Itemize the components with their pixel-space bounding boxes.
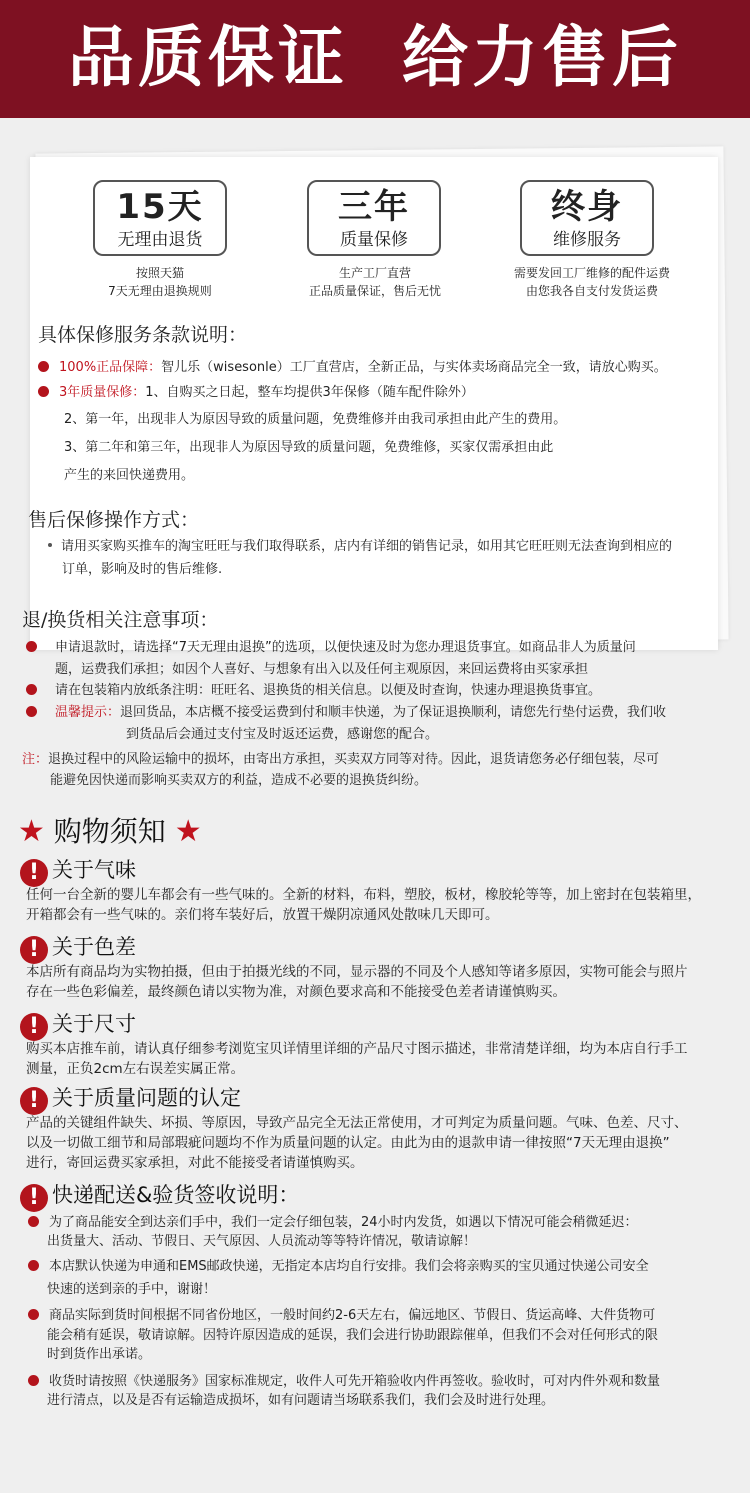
color-title: 关于色差 (52, 935, 136, 959)
express-item-courier (28, 1257, 649, 1277)
express-item-packing (28, 1213, 638, 1233)
bullet-icon (28, 1260, 39, 1271)
exclamation-icon: ! (20, 936, 48, 964)
shopping-title-text: 购物须知 (44, 815, 175, 848)
returns-text: 申请退款时，请选择“7天无理由退换”的选项，以便快速及时为您办理退货事宜。如商品非人为质量问 (55, 640, 636, 655)
star-icon: ★ (18, 814, 45, 849)
returns-label: 温馨提示： (55, 705, 121, 720)
bullet-icon (38, 386, 49, 397)
badge-big-text: 终身 (551, 187, 623, 227)
bullet-icon (28, 1309, 39, 1320)
quality-line: 以及一切做工细节和局部瑕疵问题均不作为质量问题的认定。由此为由的退款申请一律按照“7天无理由退换” (26, 1135, 670, 1151)
badge-note (472, 264, 712, 300)
bullet-icon (48, 543, 52, 547)
warranty-label: 100%正品保障： (59, 360, 162, 375)
badge-lifetime (520, 180, 654, 256)
star-icon: ★ (174, 814, 202, 849)
express-item-delivery (28, 1306, 655, 1326)
badge-note-line: 7天无理由退换规则 (108, 284, 212, 298)
shopping-notice-title (18, 812, 202, 852)
express-text: 为了商品能安全到达亲们手中，我们一定会仔细包装，24小时内发货，如遇以下情况可能会稍微延迟： (49, 1215, 638, 1230)
quality-line: 产品的关键组件缺失、坏损、等原因，导致产品完全无法正常使用，才可判定为质量问题。气味、色差、尺寸、 (26, 1115, 688, 1131)
quality-text (26, 1113, 741, 1173)
badge-small-text: 维修服务 (553, 230, 621, 250)
odor-text (26, 885, 741, 925)
odor-title: 关于气味 (52, 858, 136, 882)
badge-small-text: 质量保修 (340, 230, 408, 250)
returns-item-refund-cont: 题，运费我们承担；如因个人喜好、与想象有出入以及任何主观原因，来回运费将由买家承担 (55, 662, 589, 677)
bullet-icon (28, 1216, 39, 1227)
express-text: 本店默认快递为申通和EMS邮政快递，无指定本店均自行安排。我们会将亲购买的宝贝通过快递公司安全 (49, 1259, 649, 1274)
badge-note (40, 264, 280, 300)
warranty-item-genuine (38, 358, 667, 378)
bullet-icon (38, 361, 49, 372)
badge-big-text: 三年 (338, 187, 410, 227)
bullet-icon (26, 706, 37, 717)
exclamation-icon: ! (20, 1184, 48, 1212)
quality-line: 进行，寄回运费买家承担，对此不能接受者请谨慎购买。 (26, 1155, 364, 1171)
returns-note-label: 注： (22, 752, 49, 767)
returns-note-text: 退换过程中的风险运输中的损坏，由寄出方承担，买卖双方同等对待。因此，退货请您务必仔细包装，尽可 (48, 752, 660, 767)
badge-note-line: 生产工厂直营 (338, 266, 411, 280)
operation-text (48, 537, 672, 557)
express-title: 快递配送&验货签收说明： (52, 1183, 300, 1207)
color-heading (20, 932, 136, 964)
warranty-item-3years (38, 383, 474, 403)
quality-title: 关于质量问题的认定 (52, 1086, 241, 1110)
color-text (26, 962, 741, 1002)
returns-note-cont: 能避免因快递而影响买卖双方的利益，造成不必要的退换货纠纷。 (50, 773, 428, 788)
express-item-delivery-cont: 能会稍有延误，敬请谅解。因特许原因造成的延误，我们会进行协助跟踪催单，但我们不会对任何形式的限 (47, 1328, 659, 1343)
express-item-delivery-cont2: 时到货作出承诺。 (47, 1347, 152, 1362)
size-title: 关于尺寸 (52, 1012, 136, 1036)
badge-small-text: 无理由退货 (117, 230, 203, 250)
returns-item-refund (26, 638, 636, 658)
banner-title: 品质保证 给力售后 (68, 19, 682, 96)
size-line: 购买本店推车前，请认真仔细参考浏览宝贝详情里详细的产品尺寸图示描述，非常清楚详细，均为本店自行手工 (26, 1041, 688, 1057)
color-line: 本店所有商品均为实物拍摄，但由于拍摄光线的不同，显示器的不同及个人感知等诸多原因，实物可能会与照片 (26, 964, 688, 980)
returns-text: 退回货品，本店概不接受运费到付和顺丰快递，为了保证退换顺利，请您先行垫付运费，我们收 (120, 705, 667, 720)
badge-three-years (307, 180, 441, 256)
warranty-text: 智儿乐（wisesonle）工厂直营店，全新正品，与实体卖场商品完全一致，请放心购买。 (161, 360, 667, 375)
express-text: 收货时请按照《快递服务》国家标准规定，收件人可先开箱验收内件再签收。验收时，可对内件外观和数量 (49, 1374, 661, 1389)
odor-heading (20, 855, 136, 887)
exclamation-icon: ! (20, 1087, 48, 1115)
bullet-icon (26, 641, 37, 652)
size-line: 测量，正负2cm左右误差实属正常。 (26, 1061, 245, 1077)
badge-15-days (93, 180, 227, 256)
warranty-item-year1: 2、第一年，出现非人为原因导致的质量问题，免费维修并由我司承担由此产生的费用。 (64, 412, 567, 427)
express-heading (20, 1180, 299, 1212)
odor-line: 开箱都会有一些气味的。亲们将车装好后，放置干燥阴凉通风处散味几天即可。 (26, 907, 499, 923)
express-text: 商品实际到货时间根据不同省份地区，一般时间约2-6天左右，偏远地区、节假日、货运高峰、大件货物可 (49, 1308, 656, 1323)
express-item-receipt (28, 1372, 660, 1392)
express-item-courier-cont: 快速的送到亲的手中，谢谢！ (47, 1282, 217, 1297)
operation-title: 售后保修操作方式： (28, 509, 200, 531)
returns-item-tips (26, 703, 666, 723)
size-text (26, 1039, 741, 1079)
returns-item-note (26, 681, 601, 701)
returns-text: 请在包装箱内放纸条注明：旺旺名、退换货的相关信息。以便及时查询，快速办理退换货事宜。 (55, 683, 602, 698)
odor-line: 任何一台全新的婴儿车都会有一些气味的。全新的材料，布料，塑胶，板材，橡胶轮等等，加上密封在包装箱里， (26, 887, 701, 903)
warranty-title: 具体保修服务条款说明： (38, 324, 248, 346)
size-heading (20, 1009, 136, 1041)
exclamation-icon: ! (20, 1013, 48, 1041)
warranty-text: 1、自购买之日起，整车均提供3年保修（随车配件除外） (145, 385, 474, 400)
bullet-icon (28, 1375, 39, 1386)
quality-heading (20, 1083, 241, 1115)
badge-note-line: 按照天猫 (135, 266, 184, 280)
express-item-packing-cont: 出货量大、活动、节假日、天气原因、人员流动等等特许情况，敬请谅解！ (47, 1234, 477, 1249)
header-banner (0, 0, 750, 118)
badge-note (255, 264, 495, 300)
warranty-item-year23-cont: 产生的来回快递费用。 (64, 468, 195, 483)
badge-note-line: 由您我各自支付发货运费 (525, 284, 658, 298)
badge-note-line: 需要发回工厂维修的配件运费 (513, 266, 670, 280)
badge-note-line: 正品质量保证，售后无忧 (308, 284, 441, 298)
returns-item-tips-cont: 到货品后会通过支付宝及时返还运费，感谢您的配合。 (126, 727, 439, 742)
warranty-item-year23: 3、第二年和第三年，出现非人为原因导致的质量问题，免费维修，买家仅需承担由此 (64, 440, 554, 455)
warranty-label: 3年质量保修： (59, 385, 146, 400)
express-item-receipt-cont: 进行清点，以及是否有运输造成损坏，如有问题请当场联系我们，我们会及时进行处理。 (47, 1393, 555, 1408)
exclamation-icon: ! (20, 859, 48, 887)
operation-text-line: 请用买家购买推车的淘宝旺旺与我们取得联系，店内有详细的销售记录，如用其它旺旺则无法查询到相应的 (61, 539, 673, 554)
color-line: 存在一些色彩偏差，最终颜色请以实物为准，对颜色要求高和不能接受色差者请谨慎购买。 (26, 984, 566, 1000)
returns-title: 退/换货相关注意事项： (22, 609, 219, 631)
operation-text-cont: 订单，影响及时的售后维修. (62, 562, 223, 577)
badge-big-text: 15天 (116, 187, 204, 227)
bullet-icon (26, 684, 37, 695)
returns-note (22, 750, 659, 770)
